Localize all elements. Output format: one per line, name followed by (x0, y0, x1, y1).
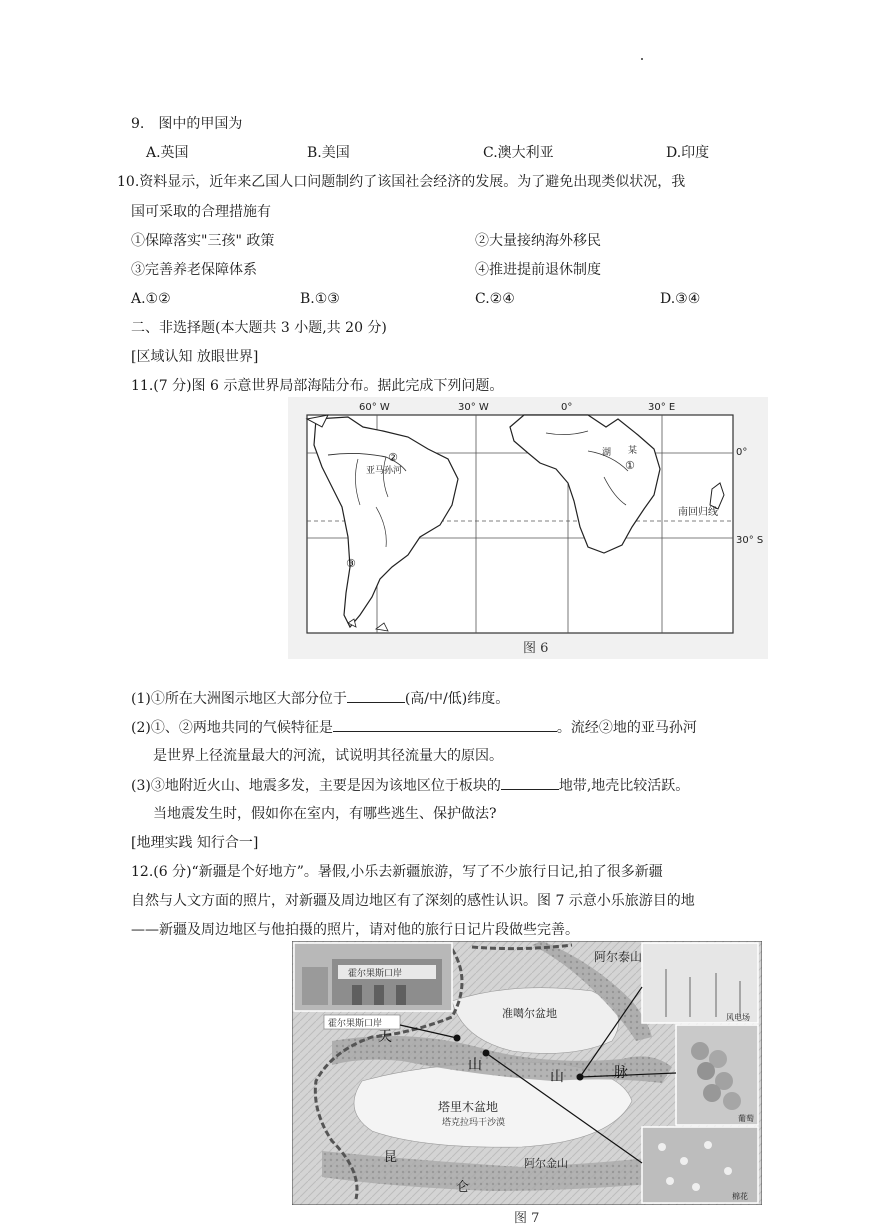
q10-item-4: ④推进提前退休制度 (475, 262, 601, 278)
lake-label: 湖 (602, 448, 612, 458)
q11-part3-prefix: (3)③地附近火山、地震多发，主要是因为该地区位于板块的 (131, 778, 501, 794)
q10-option-d: D.③④ (660, 291, 701, 307)
lon-label-30e: 30° E (648, 402, 676, 413)
figure7-svg (292, 941, 762, 1205)
taklimakan-label: 塔克拉玛干沙漠 (442, 1118, 506, 1128)
kunlun-1: 昆 (384, 1150, 398, 1165)
photo-label-wind: 风电场 (726, 1013, 750, 1022)
junggar-label: 准噶尔盆地 (502, 1007, 557, 1020)
q10-option-a: A.①② (131, 291, 171, 307)
marker-2: ② (388, 451, 398, 464)
tianshan-mai: 脉 (614, 1065, 628, 1081)
figure7-map (292, 941, 762, 1205)
q10-stem-line1: 10.资料显示，近年来乙国人口问题制约了该国社会经济的发展。为了避免出现类似状况，我 (117, 174, 686, 190)
q11-part1-suffix: (高/中/低)纬度。 (404, 691, 510, 707)
marker-1: ① (625, 459, 635, 472)
tarim-label: 塔里木盆地 (438, 1100, 499, 1114)
q9-option-c: C.澳大利亚 (483, 145, 554, 161)
q11-part3 (131, 775, 689, 796)
photo-label-grape: 葡萄 (738, 1114, 754, 1123)
q10-item-1: ①保障落实"三孩" 政策 (131, 233, 275, 249)
port-label: 霍尔果斯口岸 (328, 1019, 383, 1029)
lat-label-30s: 30° S (736, 535, 764, 546)
tianshan-shan: 山 (468, 1057, 482, 1073)
altun-label: 阿尔金山 (524, 1157, 568, 1170)
q10-option-b: B.①③ (300, 291, 340, 307)
figure6-svg (288, 397, 768, 659)
q10-stem-line2: 国可采取的合理措施有 (131, 204, 271, 220)
photo-label-cotton: 棉花 (732, 1192, 748, 1201)
q12-line3: ——新疆及周边地区与他拍摄的照片，请对他的旅行日记片段做些完善。 (131, 922, 579, 938)
q11-part2 (131, 717, 697, 738)
q10-item-3: ③完善养老保障体系 (131, 262, 257, 278)
kunlun-2: 仑 (456, 1180, 470, 1195)
section-tag-region: [区域认知 放眼世界] (131, 349, 259, 365)
section-heading: 二、非选择题(本大题共 3 小题,共 20 分) (131, 320, 387, 336)
q9-option-b: B.美国 (307, 145, 350, 161)
q9-option-d: D.印度 (666, 145, 710, 161)
q11-part3-blank[interactable] (501, 775, 559, 790)
q12-line2: 自然与人文方面的照片，对新疆及周边地区有了深刻的感性认识。图 7 示意小乐旅游目的地 (131, 893, 695, 909)
q11-part1 (131, 688, 509, 709)
amazon-label: 亚马孙河 (366, 466, 403, 476)
tianshan-shan-2: 山 (550, 1069, 564, 1085)
q11-part2-blank[interactable] (333, 717, 557, 732)
q12-line1: 12.(6 分)“新疆是个好地方”。暑假,小乐去新疆旅游，写了不少旅行日记,拍了很多新疆 (131, 864, 663, 880)
page-dot (641, 58, 643, 60)
figure6-map (288, 397, 768, 659)
figure6-caption: 图 6 (523, 641, 549, 656)
q11-part3-suffix: 地带,地壳比较活跃。 (558, 778, 690, 794)
lon-label-60w: 60° W (359, 402, 390, 413)
q11-stem: 11.(7 分)图 6 示意世界局部海陆分布。据此完成下列问题。 (131, 378, 504, 394)
q10-item-2: ②大量接纳海外移民 (475, 233, 601, 249)
lon-label-0: 0° (561, 402, 573, 413)
q11-part2-line2: 是世界上径流量最大的河流，试说明其径流量大的原因。 (153, 748, 503, 764)
q11-part2-suffix: 。流经②地的亚马孙河 (556, 720, 697, 736)
country-label: 某 (628, 446, 638, 456)
lon-label-30w: 30° W (458, 402, 489, 413)
figure7-caption: 图 7 (514, 1211, 540, 1226)
section-tag-practice: [地理实践 知行合一] (131, 835, 259, 851)
marker-3: ③ (346, 557, 356, 570)
q10-option-c: C.②④ (475, 291, 515, 307)
tianshan-tian: 天 (378, 1029, 392, 1045)
altai-label: 阿尔泰山 (594, 950, 643, 964)
q9-stem: 9. 图中的甲国为 (131, 116, 243, 132)
q9-option-a: A.英国 (146, 145, 189, 161)
tropic-label: 南回归线 (678, 507, 718, 518)
q11-part1-blank[interactable] (347, 688, 405, 703)
q11-part3-line2: 当地震发生时，假如你在室内，有哪些逃生、保护做法? (153, 806, 497, 822)
port-sign-text: 霍尔果斯口岸 (348, 969, 403, 979)
lat-label-0: 0° (736, 447, 748, 458)
q11-part2-prefix: (2)①、②两地共同的气候特征是 (131, 720, 333, 736)
q11-part1-prefix: (1)①所在大洲图示地区大部分位于 (131, 691, 347, 707)
